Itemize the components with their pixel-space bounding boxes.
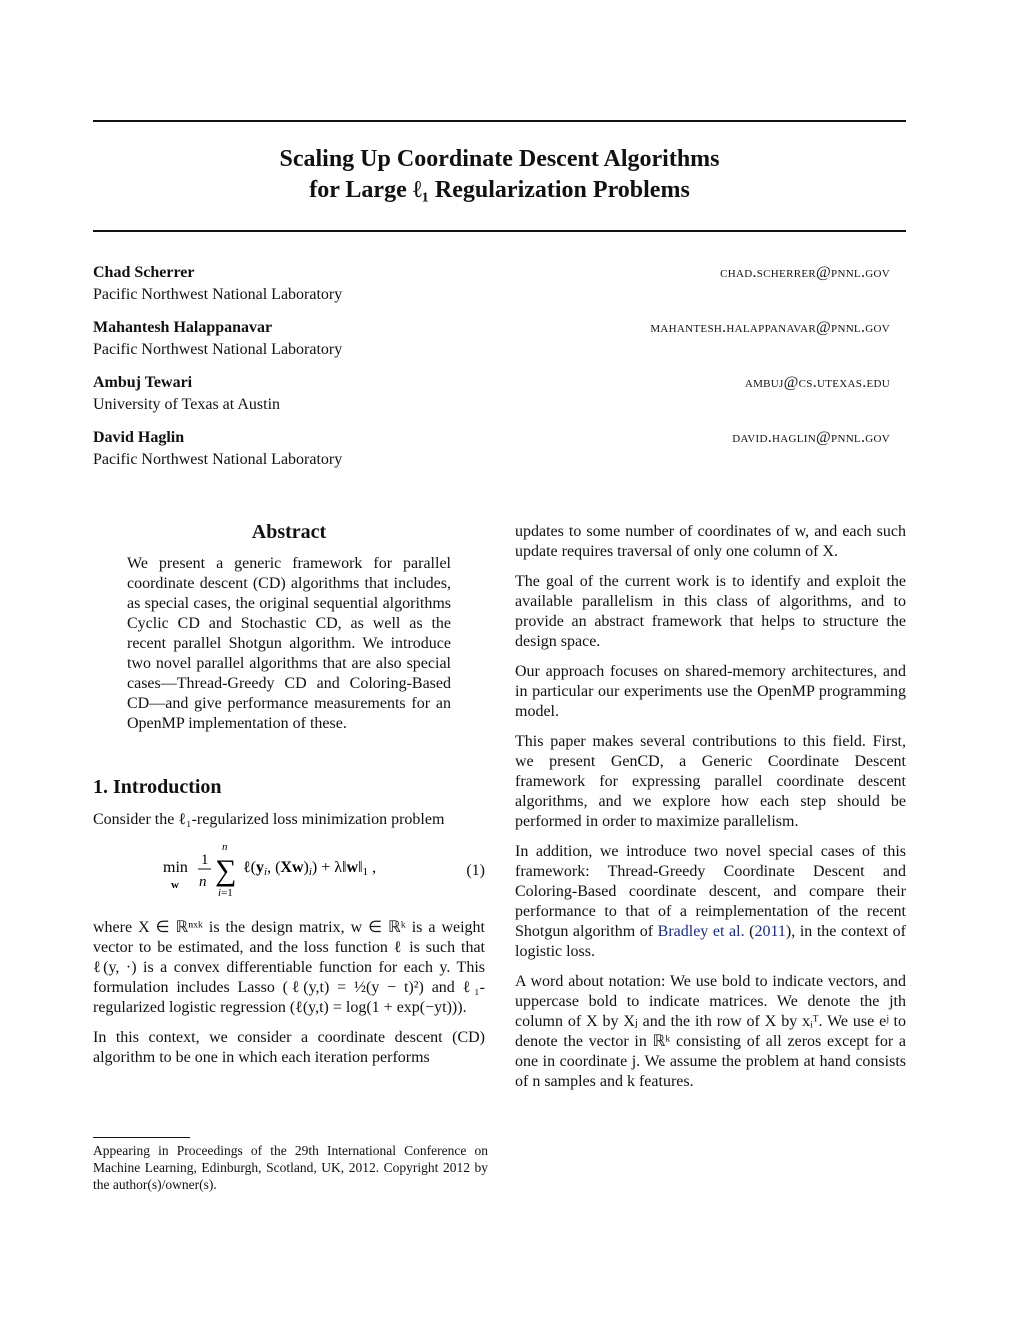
title-line-1: Scaling Up Coordinate Descent Algorithms [279,146,720,172]
paragraph-novel-cases: In addition, we introduce two novel special cases of this framework: Thread-Greedy Coordinate Descent and Coloring-Based coordinate descent, and compare their performance to that of a reimplementation of the recent Shotgun algorithm of Bradley et al. (2011), in the context of logistic loss. [515,843,907,960]
author-affiliation: Pacific Northwest National Laboratory [93,451,343,468]
paragraph-goal: The goal of the current work is to identify and exploit the available parallelism in this class of algorithms, and to provide an abstract framework that helps to structure the design space. [515,573,906,650]
left-column [93,518,485,1068]
footnote-text: Appearing in Proceedings of the 29th International Conference on Machine Learning, Edinburgh, Scotland, UK, 2012. Copyright 2012 by the author(s)/owner(s). [93,1143,488,1192]
intro-where-paragraph: where X ∈ ℝⁿˣᵏ is the design matrix, w ∈ ℝᵏ is a weight vector to be estimated, and the loss function ℓ is such that ℓ(y, ·) is a convex differentiable function for each y. This formulation includes Lasso (ℓ(y,t) = ½(y − t)²) and ℓ₁-regularized logistic regression (ℓ(y,t) = log(1 + exp(−yt))). [93,919,486,1016]
top-rule [93,120,906,122]
citation-link[interactable]: Bradley et al. [657,923,745,940]
author-email[interactable]: chad.scherrer@pnnl.gov [720,264,890,281]
paragraph-notation: A word about notation: We use bold to indicate vectors, and uppercase bold to indicate matrices. We denote the jth column of X by Xⱼ and the ith row of X by xᵢᵀ. We use eʲ to denote the vector in ℝᵏ consisting of all zeros except for a one in coordinate j. We assume the problem at hand consists of n samples and k features. [515,973,906,1090]
novel-cases-text-end: in the context of logistic loss. [515,923,907,960]
svg-text:w: w [171,879,179,891]
title-bottom-rule [93,230,906,232]
novel-cases-text: In addition, we introduce two novel special cases of this framework: Thread-Greedy Coordinate Descent and Coloring-Based coordinate descent, and compare their performance to that of a reimplementation of the recent Shotgun algorithm of [515,843,906,940]
paragraph-approach: Our approach focuses on shared-memory architectures, and in particular our experiments use the OpenMP programming model. [515,663,906,720]
footnote [93,1137,488,1193]
citation-year-link[interactable]: 2011 [754,923,786,940]
author-name: David Haglin [93,429,185,446]
equation-number: (1) [466,862,485,879]
svg-text:n: n [199,874,207,890]
author-name: Chad Scherrer [93,264,195,281]
author-affiliation: Pacific Northwest National Laboratory [93,286,343,303]
svg-text:min: min [163,859,188,876]
author-email[interactable]: mahantesh.halappanavar@pnnl.gov [650,319,890,336]
paper-title [93,144,906,206]
right-column [515,522,906,1092]
author-block [93,427,890,471]
author-affiliation: University of Texas at Austin [93,396,281,413]
intro-lead: Consider the ℓ₁-regularized loss minimization problem [93,811,445,828]
footnote-rule [93,1137,190,1138]
svg-text:ℓ(yi, (Xw)i) + λ‖w‖1 ,: ℓ(yi, (Xw)i) + λ‖w‖1 , [243,859,377,878]
author-email[interactable]: david.haglin@pnnl.gov [732,429,890,446]
svg-text:∑: ∑ [215,854,237,887]
svg-text:n: n [222,841,228,853]
author-block [93,317,890,361]
equation-1 [93,840,485,906]
svg-text:i=1: i=1 [218,887,233,899]
paragraph-updates: updates to some number of coordinates of w, and each such update requires traversal of only one column of X. [515,523,906,560]
equation-graphic [163,840,433,906]
paragraph-contributions: This paper makes several contributions to this field. First, we present GenCD, a Generic Coordinate Descent framework for expressing parallel coordinate descent algorithms, and we explore how each step should be performed in order to maximize parallelism. [515,733,906,830]
intro-context-paragraph: In this context, we consider a coordinate descent (CD) algorithm to be one in which each iteration performs [93,1029,485,1066]
svg-text:1: 1 [201,852,209,868]
author-block [93,262,890,306]
section-heading-introduction: 1. Introduction [93,776,222,798]
title-line-2: for Large ℓ₁ Regularization Problems [309,177,690,203]
author-block [93,372,890,416]
abstract-text: We present a generic framework for parallel coordinate descent (CD) algorithms that includes, as special cases, the original sequential algorithms Cyclic CD and Stochastic CD, as well as the recent parallel Shotgun algorithm. We introduce two novel parallel algorithms that are also special cases—Thread-Greedy CD and Coloring-Based CD—and give performance measurements for an OpenMP implementation of these. [127,555,451,732]
author-list [93,262,890,482]
author-name: Ambuj Tewari [93,374,193,391]
author-affiliation: Pacific Northwest National Laboratory [93,341,343,358]
author-email[interactable]: ambuj@cs.utexas.edu [744,374,890,391]
author-name: Mahantesh Halappanavar [93,319,273,336]
abstract-heading: Abstract [251,521,327,543]
